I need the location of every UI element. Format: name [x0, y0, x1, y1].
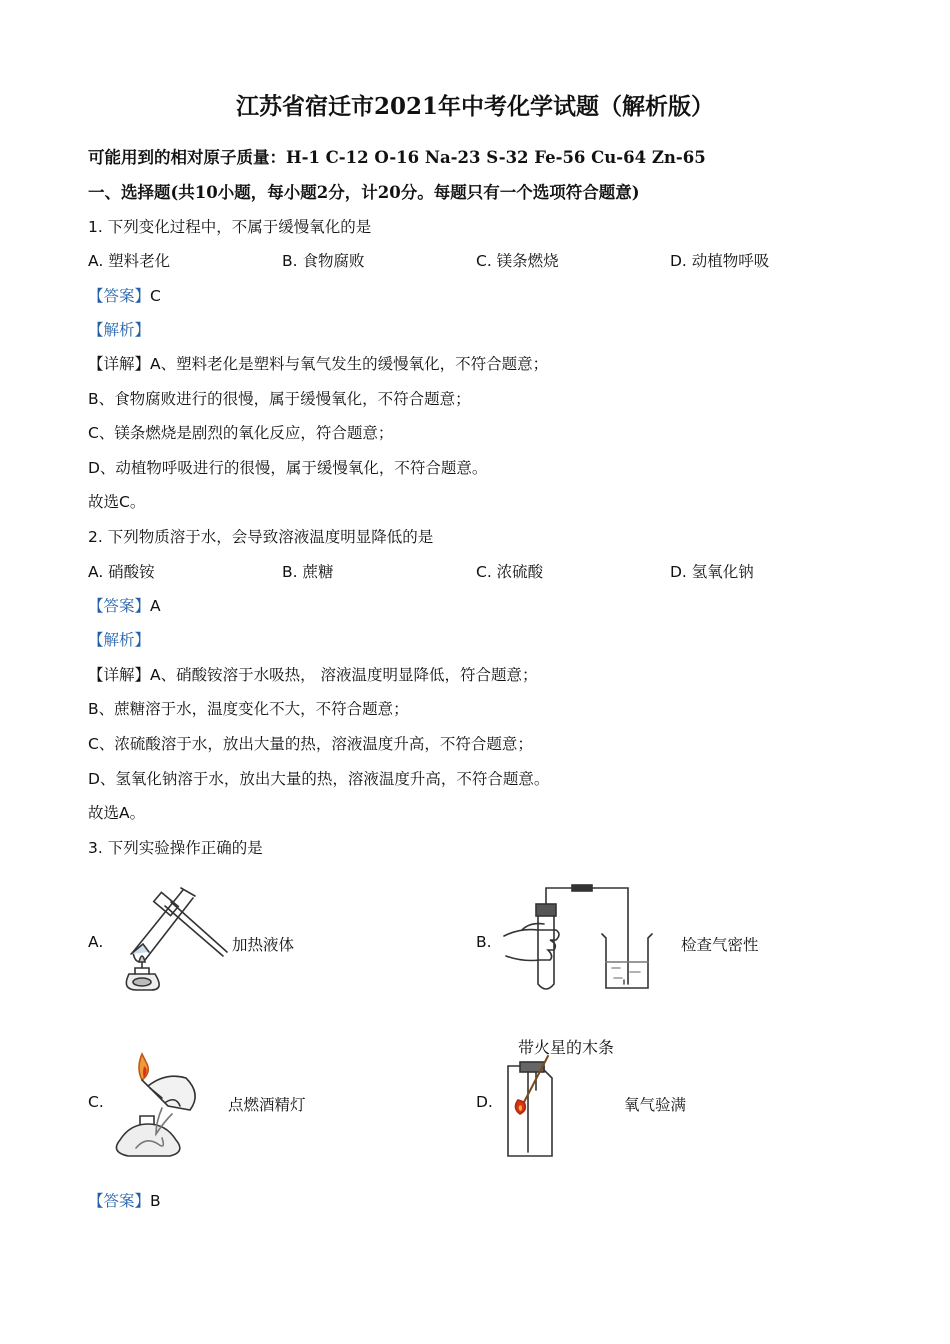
q2-answer	[88, 594, 161, 616]
q3-option-b-letter: B.	[476, 933, 492, 951]
section-heading: 一、选择题(共10小题，每小题2分，计20分。每题只有一个选项符合题意)	[88, 183, 640, 202]
q3-option-d-label: 氧气验满	[624, 1096, 687, 1114]
answer-tag: 【答案】	[88, 1192, 151, 1210]
q1-line-d: D、动植物呼吸进行的很慢，属于缓慢氧化，不符合题意。	[88, 459, 488, 477]
lighting-lamp-figure	[106, 1052, 206, 1162]
atomic-masses: 可能用到的相对原子质量：H-1 C-12 O-16 Na-23 S-32 Fe-56 Cu-64 Zn-65	[88, 148, 706, 167]
answer-value: A	[150, 597, 161, 615]
q2-line-d: D、氢氧化钠溶于水，放出大量的热，溶液温度升高，不符合题意。	[88, 770, 550, 788]
q3-stem: 3. 下列实验操作正确的是	[88, 839, 263, 857]
q1-line-c: C、镁条燃烧是剧烈的氧化反应，符合题意；	[88, 424, 394, 442]
detail-tag: 【详解】	[88, 355, 151, 373]
q1-conclusion: 故选C。	[88, 493, 146, 511]
q1-detail	[88, 352, 548, 374]
answer-value: C	[150, 287, 161, 305]
answer-tag: 【答案】	[88, 597, 151, 615]
heating-liquid-figure	[105, 882, 230, 994]
detail-text: A、塑料老化是塑料与氧气发生的缓慢氧化，不符合题意；	[150, 355, 549, 373]
figure-d-caption: 带火星的木条	[518, 1038, 615, 1057]
q3-option-a-letter: A.	[88, 933, 104, 951]
q1-answer	[88, 284, 161, 306]
detail-tag: 【详解】	[88, 666, 151, 684]
q2-option-d: D. 氢氧化钠	[670, 563, 754, 581]
q1-stem: 1. 下列变化过程中，不属于缓慢氧化的是	[88, 218, 372, 236]
q2-analysis-tag: 【解析】	[88, 631, 151, 649]
oxygen-test-figure	[500, 1056, 560, 1160]
q3-option-d-letter: D.	[476, 1093, 493, 1111]
page-title: 江苏省宿迁市2021年中考化学试题（解析版）	[235, 93, 714, 120]
q2-detail	[88, 663, 538, 685]
airtightness-check-figure	[500, 884, 655, 994]
q3-option-a-label: 加热液体	[232, 936, 295, 954]
q2-option-c: C. 浓硫酸	[476, 563, 544, 581]
q1-line-b: B、食物腐败进行的很慢，属于缓慢氧化，不符合题意；	[88, 390, 471, 408]
q3-option-c-letter: C.	[88, 1093, 104, 1111]
q2-conclusion: 故选A。	[88, 804, 146, 822]
q1-option-b: B. 食物腐败	[282, 252, 365, 270]
q1-analysis-tag: 【解析】	[88, 321, 151, 339]
detail-text: A、硝酸铵溶于水吸热， 溶液温度明显降低，符合题意；	[150, 666, 538, 684]
q2-stem: 2. 下列物质溶于水，会导致溶液温度明显降低的是	[88, 528, 434, 546]
q1-option-a: A. 塑料老化	[88, 252, 171, 270]
q3-option-b-label: 检查气密性	[681, 936, 759, 954]
q1-option-d: D. 动植物呼吸	[670, 252, 770, 270]
answer-tag: 【答案】	[88, 287, 151, 305]
q2-option-b: B. 蔗糖	[282, 563, 334, 581]
q3-option-c-label: 点燃酒精灯	[228, 1096, 306, 1114]
q2-line-c: C、浓硫酸溶于水，放出大量的热，溶液温度升高，不符合题意；	[88, 735, 533, 753]
answer-value: B	[150, 1192, 161, 1210]
q1-option-c: C. 镁条燃烧	[476, 252, 559, 270]
q2-line-b: B、蔗糖溶于水，温度变化不大，不符合题意；	[88, 700, 409, 718]
q2-option-a: A. 硝酸铵	[88, 563, 155, 581]
q3-answer	[88, 1189, 161, 1211]
